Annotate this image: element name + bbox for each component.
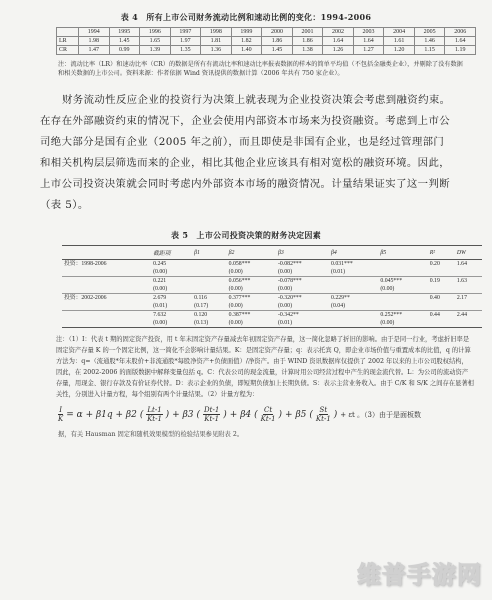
- formula-paren: (: [309, 409, 313, 420]
- table4-cell: 1.86: [292, 37, 323, 46]
- formula-paren: (: [139, 409, 144, 420]
- table5-cell: -0.320*** (0.00): [276, 294, 329, 311]
- table5-cell: [329, 311, 378, 328]
- formula-fraction: $\frac{Ct}{Kt-1}$: [260, 406, 276, 423]
- table5-cell: 0.40: [428, 294, 455, 311]
- table5-cell: 1.64: [455, 260, 482, 277]
- table4-cell: 0.99: [109, 46, 140, 55]
- table4-cell: 1.26: [323, 46, 354, 55]
- table4-cell: 1.86: [262, 37, 293, 46]
- table5-cell: 2.44: [455, 311, 482, 328]
- table5-header-cell: β4: [329, 246, 378, 260]
- table4-cell: 1.45: [109, 37, 140, 46]
- table5-header-cell: [62, 246, 151, 260]
- footer-note: 据，有关 Hausman 固定和随机效果模型的检验结果参见附表 2。: [58, 431, 244, 438]
- table4: [56, 27, 476, 55]
- table4-year-header: 1996: [140, 28, 171, 37]
- table4-cell: 1.40: [231, 46, 262, 55]
- watermark-logo: 维普手游网: [357, 561, 482, 589]
- table5-cell: 0.252*** (0.00): [378, 311, 427, 328]
- formula-paren: ): [165, 409, 170, 420]
- table5-header-cell: DW: [455, 246, 482, 260]
- formula-paren: ): [278, 409, 283, 420]
- table5-cell: -0.082*** (0.00): [276, 260, 329, 277]
- table4-cell: 1.47: [79, 46, 110, 55]
- table5-row-label: 投资：1998-2006: [62, 260, 151, 277]
- table5-cell: [192, 277, 227, 294]
- table5-cell: 0.377*** (0.00): [227, 294, 276, 311]
- regression-formula: [58, 406, 452, 423]
- table5-row-label: [62, 277, 151, 294]
- table4-cell: 1.82: [231, 37, 262, 46]
- table5-cell: 7.632 (0.00): [151, 311, 192, 328]
- body-paragraph: 财务流动性反应企业的投资行为决策上就表现为企业投资决策会考虑到融资约束。在存在外部融资约束的情况下，企业会使用内部资本市场来为投资融资。考虑到上市公司绝大部分是国有企业（2005 年之前），而且即使是非国有企业，也是经过管理部门和相关机构层层筛选而来的企业，相比其他企业应该具有相对宽松的融资环境。因此，上市公司投资决策就会同时考虑内外部资本市场的融资情况。计量结果证实了这一判断（表 5）。: [40, 94, 451, 211]
- table4-row: [57, 46, 476, 55]
- table4-cell: 1.19: [445, 46, 476, 55]
- formula-text: = α + β1q + β2: [66, 409, 137, 420]
- table5-cell: 0.19: [428, 277, 455, 294]
- table5-row: [62, 260, 482, 277]
- table4-cell: 1.46: [414, 37, 445, 46]
- table5-cell: 0.058*** (0.00): [227, 260, 276, 277]
- table4-year-header: 2005: [414, 28, 445, 37]
- formula-coef: + β3: [172, 409, 194, 420]
- table4-cell: 1.35: [170, 46, 201, 55]
- table5-header-cell: 截距项: [151, 246, 192, 260]
- table4-year-header: 1998: [201, 28, 232, 37]
- table4-cell: 1.64: [353, 37, 384, 46]
- table4-cell: 1.61: [384, 37, 415, 46]
- table5-cell: 0.056*** (0.00): [227, 277, 276, 294]
- table4-cell: 1.64: [445, 37, 476, 46]
- table5-cell: 0.387*** (0.00): [227, 311, 276, 328]
- table4-corner-cell: [57, 28, 79, 37]
- table5-cell: [378, 260, 427, 277]
- formula-paren: ): [223, 409, 227, 420]
- table5-cell: -0.342** (0.01): [276, 311, 329, 328]
- table5-cell: 2.679 (0.01): [151, 294, 192, 311]
- table4-year-header: 1995: [109, 28, 140, 37]
- table5-header-cell: β2: [227, 246, 276, 260]
- table5-cell: 0.120 (0.13): [192, 311, 227, 328]
- table5-header-cell: β3: [276, 246, 329, 260]
- table5-header-cell: R²: [428, 246, 455, 260]
- table4-header-row: [57, 28, 476, 37]
- table5-cell: 0.116 (0.17): [192, 294, 227, 311]
- formula-coef: + β5: [285, 409, 307, 420]
- table4-cell: 1.64: [323, 37, 354, 46]
- table5-title: 表 5 上市公司投资决策的财务决定因素: [170, 230, 322, 240]
- table4-row-label: CR: [57, 46, 79, 55]
- table5-row-label: [62, 311, 151, 328]
- table4-title: 表 4 所有上市公司财务流动比例和速动比例的变化：1994-2006: [120, 12, 372, 22]
- table4-cell: 1.27: [353, 46, 384, 55]
- table4-year-header: 2004: [384, 28, 415, 37]
- table5-cell: 0.245 (0.00): [151, 260, 192, 277]
- table4-year-header: 2006: [445, 28, 476, 37]
- formula-paren: ): [333, 409, 338, 420]
- table5-cell: 0.229** (0.04): [329, 294, 378, 311]
- table4-year-header: 2000: [262, 28, 293, 37]
- table4-cell: 1.97: [170, 37, 201, 46]
- table5-cell: [329, 277, 378, 294]
- formula-paren: (: [196, 409, 201, 420]
- table5-cell: [192, 260, 227, 277]
- table4-year-header: 2003: [353, 28, 384, 37]
- table5-row: [62, 277, 482, 294]
- table4-year-header: 1999: [231, 28, 262, 37]
- table5-cell: 2.17: [455, 294, 482, 311]
- formula-lhs: $\frac{I}{K}$: [58, 406, 64, 423]
- table5-cell: -0.078*** (0.00): [276, 277, 329, 294]
- table5-cell: 0.20: [428, 260, 455, 277]
- table5-cell: [378, 294, 427, 311]
- table4-year-header: 1997: [170, 28, 201, 37]
- formula-paren: (: [254, 409, 258, 420]
- table4-cell: 1.15: [414, 46, 445, 55]
- table4-cell: 1.45: [262, 46, 293, 55]
- table5-cell: 0.031*** (0.01): [329, 260, 378, 277]
- table4-year-header: 1994: [79, 28, 110, 37]
- table4-row: [57, 37, 476, 46]
- table4-cell: 1.98: [79, 37, 110, 46]
- formula-fraction: $\frac{St}{Kt-1}$: [315, 406, 331, 423]
- formula-tail: + εt 。（3）由于是面板数: [340, 410, 422, 419]
- table4-year-header: 2001: [292, 28, 323, 37]
- table5: [62, 245, 482, 328]
- table5-header-cell: β1: [192, 246, 227, 260]
- table4-note: 注：流动比率（LR）和速动比率（CR）的数据是所有有流动比率和速动比率报表数据的样本的简单平均值（不包括金融类企业），并剔除了没有数据和相关数据的上市公司。资料来源：作者依据 Wind 资讯提供的数据计算（2006 年共有 750 家企业）。: [58, 61, 463, 77]
- table5-row: [62, 294, 482, 311]
- table5-row-label: 投资：2002-2006: [62, 294, 151, 311]
- table5-cell: 1.63: [455, 277, 482, 294]
- table4-cell: 1.39: [140, 46, 171, 55]
- table5-row: [62, 311, 482, 328]
- table4-cell: 1.20: [384, 46, 415, 55]
- table5-note: 注：（1）I：代表 t 期的固定资产投资，用 t 年末固定资产存量减去年初固定资产存量，这一简化忽略了折旧的影响。由于是同一行业，考虑折旧率是固定资产存量 K 的一个固定比例，这一简化不会影响计量结果。K：是固定资产存量；q：表示托宾 Q，即企业市场价值与重置成本的比值，q 的计算方法为：q=（流通股*年末股价+非流通股*每股净资产+负债面值）/净资产。由于 WIND 资讯数据库仅提供了 2002 年以来的上市公司股权结构，因此，在 2002-2006 的面版数据中解释变量包括 q。C：代表公司的现金流量，计算时用公司经营过程中产生的现金流代替。L：为公司的流动资产存量，用现金、银行存款及有价证券代替。D：表示企业的负债，即短期负债加上长期负债。S：表示主营业务收入。由于 C/K 和 S/K 之间存在显著相关性，分别进入计量方程，每个组别有两个计量结果。（2）计量方程为：: [56, 336, 474, 398]
- table4-cell: 1.81: [201, 37, 232, 46]
- table5-cell: 0.44: [428, 311, 455, 328]
- table4-row-label: LR: [57, 37, 79, 46]
- table4-cell: 1.65: [140, 37, 171, 46]
- table5-cell: 0.221 (0.00): [151, 277, 192, 294]
- table4-year-header: 2002: [323, 28, 354, 37]
- table5-cell: 0.045*** (0.00): [378, 277, 427, 294]
- formula-coef: + β4: [229, 409, 252, 420]
- formula-fraction: $\frac{Lt-1}{Kt-1}$: [147, 406, 162, 423]
- table5-header-cell: β5: [378, 246, 427, 260]
- table4-cell: 1.38: [292, 46, 323, 55]
- formula-fraction: $\frac{Dt-1}{Kt-1}$: [204, 406, 220, 423]
- table4-cell: 1.36: [201, 46, 232, 55]
